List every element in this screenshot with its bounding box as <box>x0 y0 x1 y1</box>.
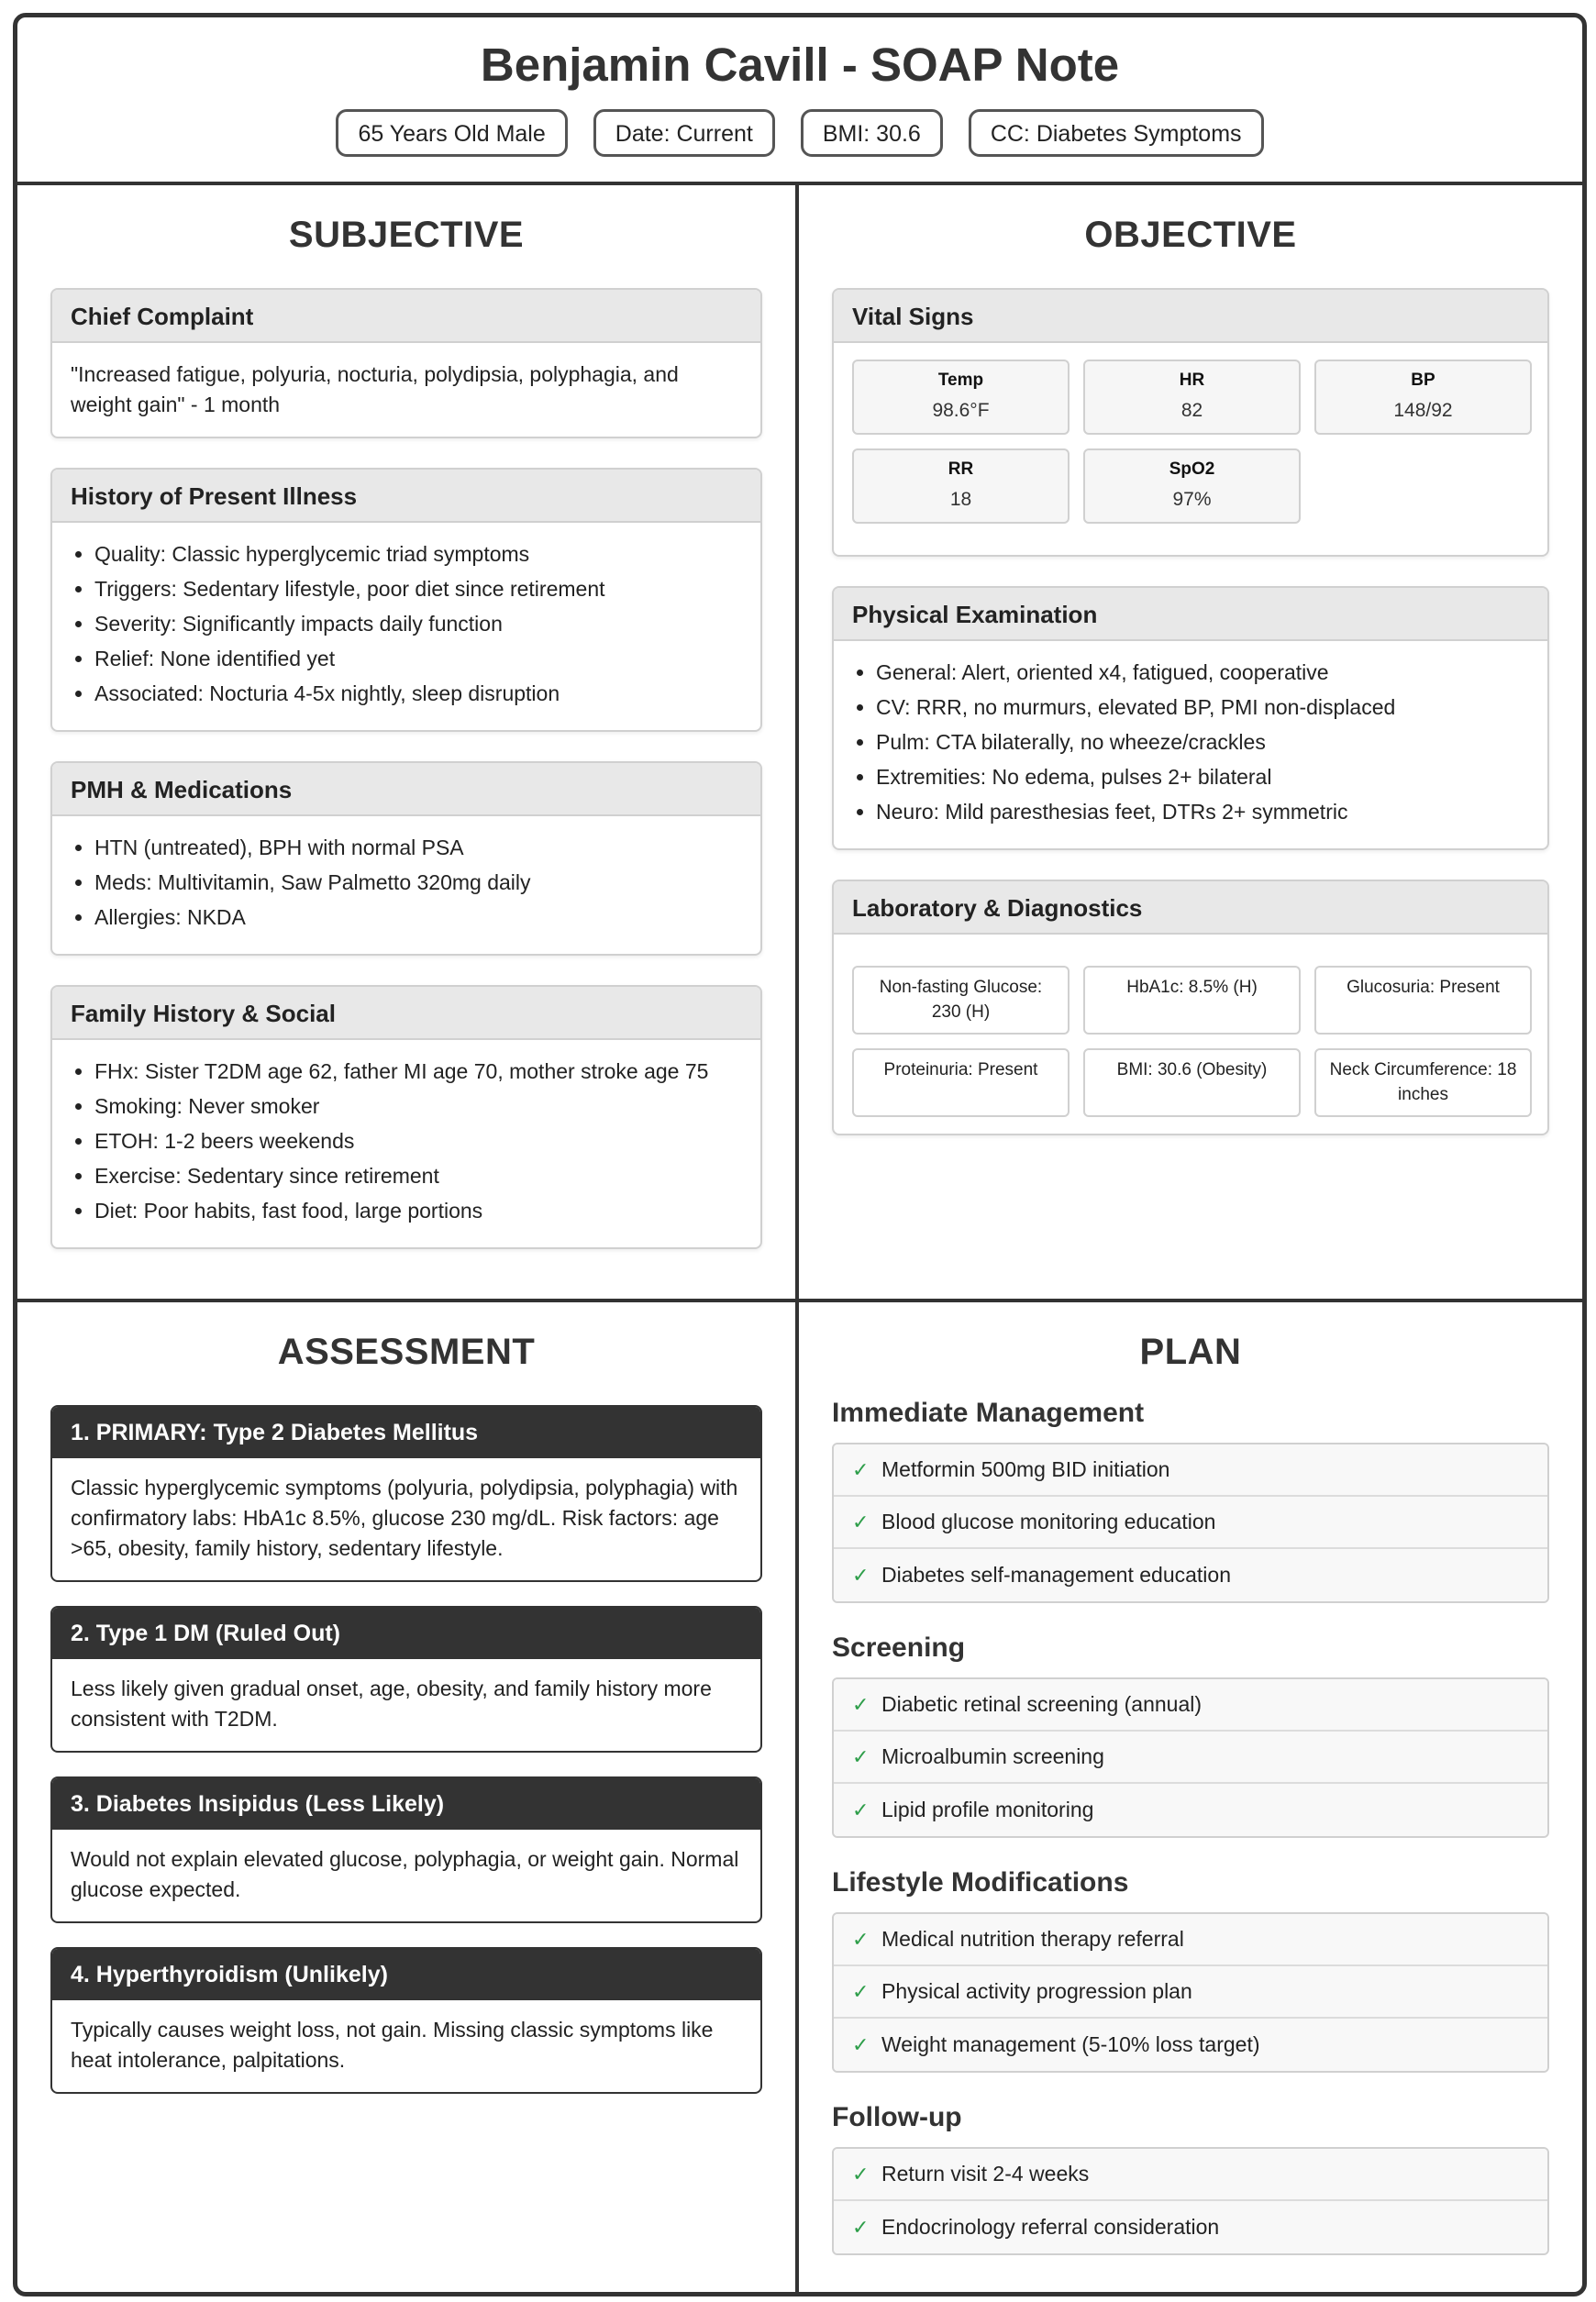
plan-item-text: Return visit 2-4 weeks <box>881 2162 1090 2186</box>
list-item: • FHx: Sister T2DM age 62, father MI age 70, mother stroke age 75 <box>94 1057 742 1087</box>
plan-item <box>834 2019 1547 2071</box>
plan-item-text: Blood glucose monitoring education <box>881 1510 1216 1533</box>
list-item: • Relief: None identified yet <box>94 644 742 674</box>
list-item: • Severity: Significantly impacts daily function <box>94 609 742 639</box>
plan-item-text: Lipid profile monitoring <box>881 1798 1094 1821</box>
list-item: • ETOH: 1-2 beers weekends <box>94 1126 742 1157</box>
check-icon: ✓ <box>852 1510 870 1533</box>
list-item: • Extremities: No edema, pulses 2+ bilateral <box>876 762 1529 792</box>
plan-item <box>834 1549 1547 1601</box>
lab-result: Proteinuria: Present <box>852 1048 1070 1117</box>
diagnosis-text: Would not explain elevated glucose, polyphagia, or weight gain. Normal glucose expected. <box>71 1847 739 1901</box>
plan-sections <box>832 1398 1549 2255</box>
check-icon: ✓ <box>852 2215 870 2239</box>
vital-temp: Temp 98.6°F <box>852 360 1070 435</box>
lab-result: Glucosuria: Present <box>1314 966 1532 1035</box>
plan-list <box>832 1912 1549 2073</box>
plan-section <box>799 1302 1582 2293</box>
plan-item <box>834 1497 1547 1549</box>
vital-spo2: SpO2 97% <box>1083 448 1301 524</box>
diagnosis-card <box>50 1405 762 1582</box>
patient-badges <box>17 109 1582 157</box>
check-icon: ✓ <box>852 1457 870 1481</box>
plan-item-text: Diabetes self-management education <box>881 1563 1232 1587</box>
check-icon: ✓ <box>852 1798 870 1821</box>
plan-subsection <box>832 1398 1549 1603</box>
diagnosis-text: Typically causes weight loss, not gain. Missing classic symptoms like heat intolerance, palpitations. <box>71 2018 714 2072</box>
list-item: • Smoking: Never smoker <box>94 1091 742 1122</box>
card-title: Laboratory & Diagnostics <box>834 881 1547 935</box>
plan-subsection-title: Screening <box>832 1632 966 1663</box>
physical-exam-card <box>832 586 1549 850</box>
check-icon: ✓ <box>852 1927 870 1951</box>
subjective-section <box>17 185 799 1302</box>
list-item: • Triggers: Sedentary lifestyle, poor diet since retirement <box>94 574 742 604</box>
plan-item-text: Microalbumin screening <box>881 1744 1104 1768</box>
plan-subsection-title: Follow-up <box>832 2102 962 2132</box>
plan-subsection <box>832 2102 1549 2255</box>
family-social-card <box>50 985 762 1249</box>
vital-bp: BP 148/92 <box>1314 360 1532 435</box>
plan-item-text: Physical activity progression plan <box>881 1979 1192 2003</box>
diagnosis-text: Classic hyperglycemic symptoms (polyuria, polydipsia, polyphagia) with confirmatory labs: HbA1c 8.5%, glucose 230 mg/dL. Risk factors: age >65, obesity, family history, sedentary lifestyle. <box>71 1476 738 1560</box>
diagnosis-card <box>50 1776 762 1923</box>
card-title: Physical Examination <box>834 588 1547 641</box>
check-icon: ✓ <box>852 2032 870 2056</box>
age-sex-badge: 65 Years Old Male <box>336 109 567 157</box>
plan-subsection-title: Lifestyle Modifications <box>832 1867 1129 1898</box>
lab-result: HbA1c: 8.5% (H) <box>1083 966 1301 1035</box>
bmi-badge: BMI: 30.6 <box>801 109 943 157</box>
diagnosis-title: 2. Type 1 DM (Ruled Out) <box>52 1608 760 1659</box>
plan-heading: PLAN <box>1139 1332 1242 1372</box>
plan-item-text: Diabetic retinal screening (annual) <box>881 1692 1203 1716</box>
plan-item <box>834 1444 1547 1497</box>
soap-note <box>13 13 1587 2296</box>
check-icon: ✓ <box>852 1563 870 1587</box>
chief-complaint-text: "Increased fatigue, polyuria, nocturia, polydipsia, polyphagia, and weight gain" - 1 month <box>71 362 679 416</box>
lab-result: BMI: 30.6 (Obesity) <box>1083 1048 1301 1117</box>
list-item: • CV: RRR, no murmurs, elevated BP, PMI non-displaced <box>876 692 1529 723</box>
plan-item-text: Metformin 500mg BID initiation <box>881 1457 1170 1481</box>
list-item: • General: Alert, oriented x4, fatigued, cooperative <box>876 658 1529 688</box>
list-item: • Meds: Multivitamin, Saw Palmetto 320mg daily <box>94 868 742 898</box>
plan-item-text: Weight management (5-10% loss target) <box>881 2032 1260 2056</box>
card-title: History of Present Illness <box>52 470 760 523</box>
list-item: • Pulm: CTA bilaterally, no wheeze/crackles <box>876 727 1529 758</box>
plan-subsection-title: Immediate Management <box>832 1398 1145 1428</box>
list-item: • Exercise: Sedentary since retirement <box>94 1161 742 1191</box>
vital-signs-card <box>832 288 1549 557</box>
plan-item <box>834 2149 1547 2201</box>
plan-item <box>834 1914 1547 1966</box>
lab-result: Neck Circumference: 18 inches <box>1314 1048 1532 1117</box>
lab-result: Non-fasting Glucose: 230 (H) <box>852 966 1070 1035</box>
objective-heading: OBJECTIVE <box>1084 215 1297 255</box>
check-icon: ✓ <box>852 1692 870 1716</box>
labs-card <box>832 880 1549 1135</box>
list-item: • Quality: Classic hyperglycemic triad symptoms <box>94 539 742 570</box>
list-item: • Diet: Poor habits, fast food, large portions <box>94 1196 742 1226</box>
date-badge: Date: Current <box>593 109 775 157</box>
subjective-heading: SUBJECTIVE <box>288 215 525 255</box>
plan-list <box>832 2147 1549 2255</box>
plan-subsection <box>832 1867 1549 2073</box>
card-title: PMH & Medications <box>52 763 760 816</box>
card-title: Vital Signs <box>834 290 1547 343</box>
plan-item <box>834 2201 1547 2253</box>
list-item: • Allergies: NKDA <box>94 902 742 933</box>
diagnosis-card <box>50 1947 762 2094</box>
diagnosis-title: 1. PRIMARY: Type 2 Diabetes Mellitus <box>52 1407 760 1458</box>
chief-complaint-badge: CC: Diabetes Symptoms <box>969 109 1264 157</box>
pmh-card <box>50 761 762 956</box>
card-title: Family History & Social <box>52 987 760 1040</box>
plan-item <box>834 1732 1547 1784</box>
plan-item-text: Medical nutrition therapy referral <box>881 1927 1184 1951</box>
plan-item <box>834 1784 1547 1836</box>
vital-rr: RR 18 <box>852 448 1070 524</box>
header <box>17 17 1582 185</box>
assessment-section <box>17 1302 799 2293</box>
diagnosis-card <box>50 1606 762 1753</box>
objective-section <box>799 185 1582 1302</box>
hpi-card <box>50 468 762 732</box>
plan-item <box>834 1966 1547 2019</box>
check-icon: ✓ <box>852 1979 870 2003</box>
diagnosis-title: 4. Hyperthyroidism (Unlikely) <box>52 1949 760 2000</box>
list-item: • HTN (untreated), BPH with normal PSA <box>94 833 742 863</box>
list-item: • Associated: Nocturia 4-5x nightly, sleep disruption <box>94 679 742 709</box>
plan-subsection <box>832 1632 1549 1838</box>
check-icon: ✓ <box>852 1744 870 1768</box>
plan-list <box>832 1677 1549 1838</box>
chief-complaint-card <box>50 288 762 438</box>
vital-hr: HR 82 <box>1083 360 1301 435</box>
plan-list <box>832 1443 1549 1603</box>
page-title: Benjamin Cavill - SOAP Note <box>480 39 1120 91</box>
plan-item <box>834 1679 1547 1732</box>
list-item: • Neuro: Mild paresthesias feet, DTRs 2+ symmetric <box>876 797 1529 827</box>
assessment-heading: ASSESSMENT <box>277 1332 536 1372</box>
card-title: Chief Complaint <box>52 290 760 343</box>
plan-item-text: Endocrinology referral consideration <box>881 2215 1220 2239</box>
check-icon: ✓ <box>852 2162 870 2186</box>
diagnosis-text: Less likely given gradual onset, age, obesity, and family history more consistent with T2DM. <box>71 1677 712 1731</box>
diagnosis-title: 3. Diabetes Insipidus (Less Likely) <box>52 1778 760 1830</box>
